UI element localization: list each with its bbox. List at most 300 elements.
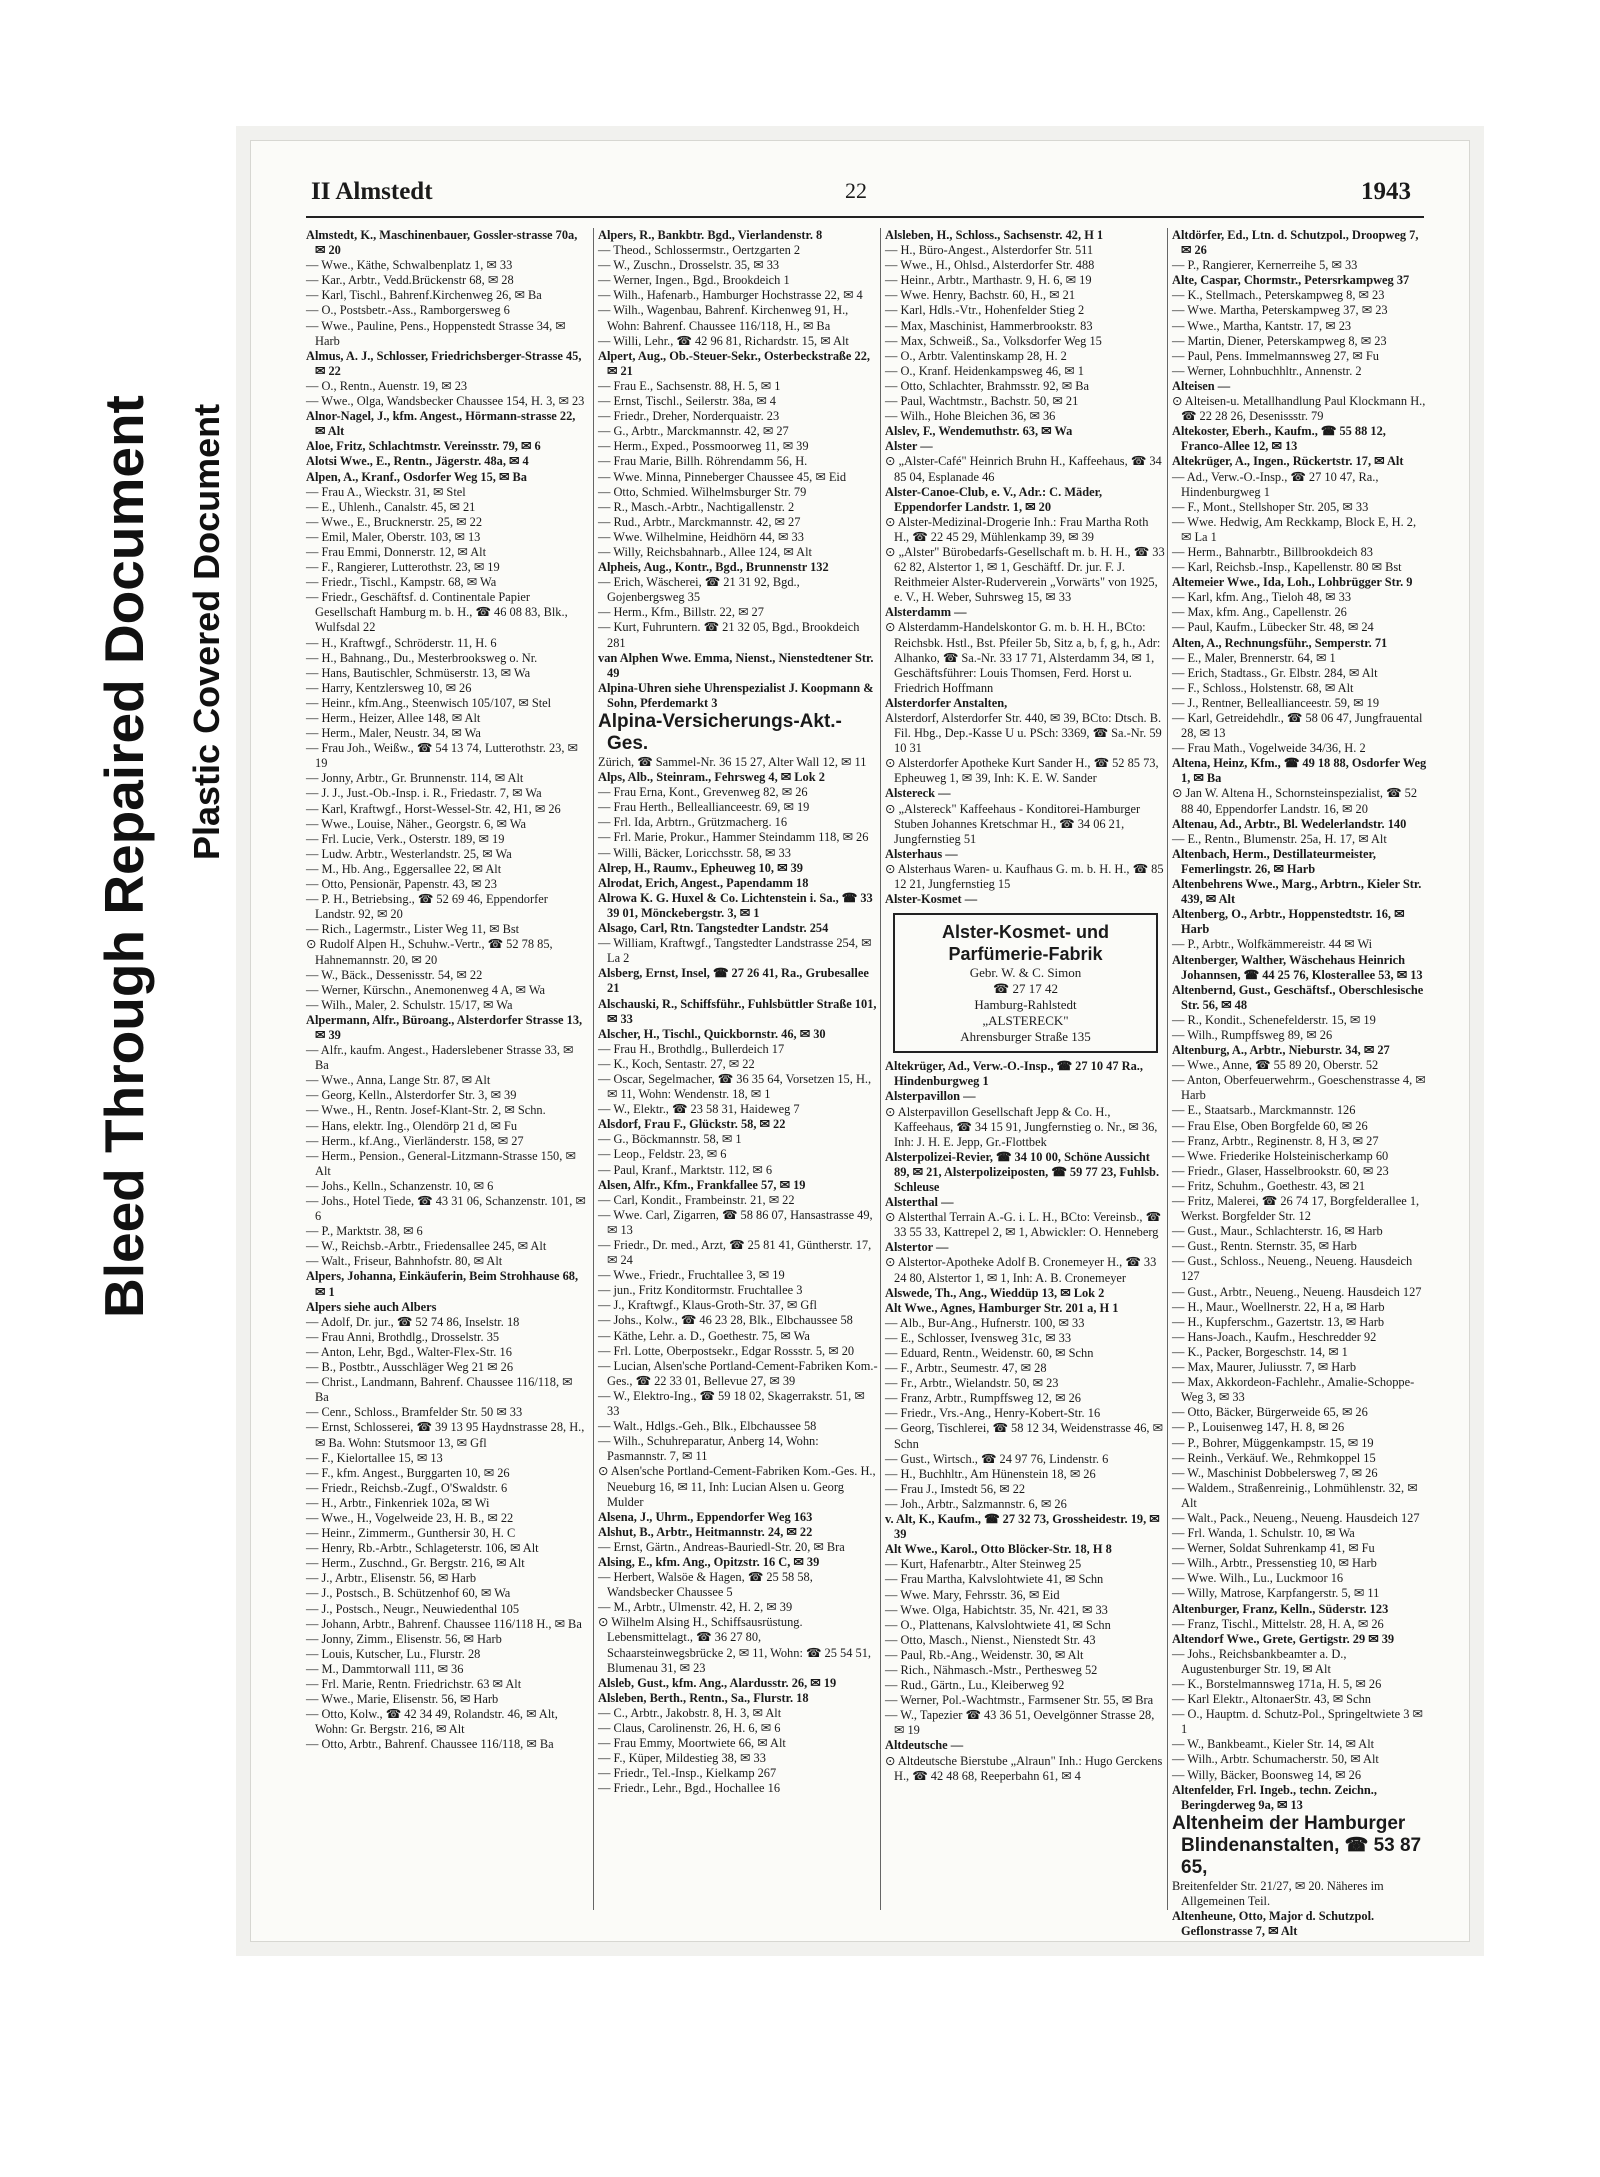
directory-entry: — Kar., Arbtr., Vedd.Brückenstr 68, ✉ 28 bbox=[306, 273, 514, 288]
directory-entry: Breitenfelder Str. 21/27, ✉ 20. Näheres im Allgemeinen Teil. bbox=[1172, 1878, 1384, 1908]
directory-entry: — Claus, Carolinenstr. 26, H. 6, ✉ 6 bbox=[598, 1721, 781, 1735]
directory-entry: — F., Schloss., Holstenstr. 68, ✉ Alt bbox=[1172, 680, 1354, 695]
directory-entry: — Harry, Kentzlersweg 10, ✉ 26 bbox=[306, 680, 472, 695]
advert-box bbox=[893, 913, 1158, 1053]
directory-entry: — Georg, Tischlerei, ☎ 58 12 34, Weidenstrasse 46, ✉ Schn bbox=[885, 1421, 1164, 1451]
directory-entry: — Johs., Kelln., Schanzenstr. 10, ✉ 6 bbox=[306, 1178, 494, 1193]
directory-entry: Alpert, Aug., Ob.-Steuer-Sekr., Osterbeckstraße 22, ✉ 21 bbox=[598, 348, 870, 378]
directory-entry: — Theod., Schlossermstr., Oertzgarten 2 bbox=[598, 243, 801, 258]
directory-entry: — William, Kraftwgf., Tangstedter Landstrasse 254, ✉ La 2 bbox=[598, 936, 872, 966]
directory-entry: Alte, Caspar, Chormstr., Petersrkampweg 37 bbox=[1172, 273, 1410, 288]
directory-entry: — E., Rentn., Blumenstr. 25a, H. 17, ✉ Alt bbox=[1172, 831, 1387, 846]
directory-entry: Alpers siehe auch Albers bbox=[306, 1299, 437, 1314]
directory-entry: ⊙ Alsterthal Terrain A.-G. i. L. H., BCto: Vereinsb., ☎ 33 55 33, Kattrepel 2, ✉ 1, Abwickler: O. Henneberg bbox=[885, 1210, 1162, 1240]
directory-entry: — Wilh., Wagenbau, Bahrenf. Kirchenweg 91, H., Wohn: Bahrenf. Chaussee 116/118, H., ✉ Ba bbox=[598, 303, 849, 333]
directory-entry: Alschauski, R., Schiffsführ., Fuhlsbüttler Straße 101, ✉ 33 bbox=[598, 996, 877, 1026]
directory-entry: — Paul, Rb.-Ang., Weidenstr. 30, ✉ Alt bbox=[885, 1647, 1084, 1662]
directory-entry: Alt Wwe., Agnes, Hamburger Str. 201 a, H 1 bbox=[885, 1300, 1119, 1315]
directory-entry: — Frau Martha, Kalvslohtwiete 41, ✉ Schn bbox=[885, 1572, 1104, 1587]
directory-entry: — Walt., Pack., Neueng., Neueng. Hausdeich 127 bbox=[1172, 1510, 1420, 1525]
directory-entry: — Heinr., kfm.Ang., Steenwisch 105/107, ✉ Stel bbox=[306, 695, 552, 710]
directory-entry: Almus, A. J., Schlosser, Friedrichsberger-Strasse 45, ✉ 22 bbox=[306, 348, 582, 378]
directory-entry: — Hans, elektr. Ing., Olendörp 21 d, ✉ Fu bbox=[306, 1118, 518, 1133]
directory-entry: — F., Rangierer, Lutterothstr. 23, ✉ 19 bbox=[306, 560, 500, 575]
advert-city: Hamburg-Rahlstedt bbox=[974, 997, 1077, 1013]
directory-entry: — Erich, Stadtass., Gr. Elbstr. 284, ✉ Alt bbox=[1172, 665, 1378, 680]
directory-entry: — Frau H., Brothdlg., Bullerdeich 17 bbox=[598, 1041, 785, 1056]
directory-entry: ⊙ Altdeutsche Bierstube „Alraun" Inh.: Hugo Gerckens H., ☎ 42 48 68, Reeperbahn 61, ✉ 4 bbox=[885, 1753, 1163, 1783]
directory-entry: — Otto, Schlachter, Brahmsstr. 92, ✉ Ba bbox=[885, 378, 1089, 393]
directory-entry: — M., Dammtorwall 111, ✉ 36 bbox=[306, 1661, 464, 1676]
directory-entry: ⊙ Wilhelm Alsing H., Schiffsausrüstung. Lebensmittelagt., ☎ 36 27 80, Schaarsteinwegsbrücke 2, ✉ 11, Wohn: ☎ 25 54 51, Blumenau 31, ✉ 23 bbox=[598, 1615, 871, 1675]
directory-entry: — Frl. Wanda, 1. Schulstr. 10, ✉ Wa bbox=[1172, 1526, 1355, 1541]
directory-entry: — Friedr., Tel.-Insp., Kielkamp 267 bbox=[598, 1766, 777, 1781]
directory-entry: Alpers, R., Bankbtr. Bgd., Vierlandenstr. 8 bbox=[598, 228, 823, 242]
directory-entry: — Gust., Rentn. Sternstr. 35, ✉ Harb bbox=[1172, 1239, 1357, 1254]
directory-entry: — Wwe., H., Ohlsd., Alsterdorfer Str. 488 bbox=[885, 258, 1095, 273]
directory-entry: — J. J., Just.-Ob.-Insp. i. R., Friedastr. 7, ✉ Wa bbox=[306, 786, 542, 801]
directory-entry: — Ernst, Tischl., Seilerstr. 38a, ✉ 4 bbox=[598, 394, 777, 409]
directory-entry: Alpheis, Aug., Kontr., Bgd., Brunnenstr 132 bbox=[598, 560, 829, 575]
directory-entry: — Hans, Bautischler, Schmüserstr. 13, ✉ Wa bbox=[306, 665, 531, 680]
directory-entry: — Frau A., Wieckstr. 31, ✉ Stel bbox=[306, 484, 466, 499]
directory-entry: — Gust., Maur., Schlachterstr. 16, ✉ Harb bbox=[1172, 1224, 1383, 1239]
directory-entry: — Wilh., Rumpffsweg 89, ✉ 26 bbox=[1172, 1027, 1333, 1042]
directory-entry: — Anton, Lehr, Bgd., Walter-Flex-Str. 16 bbox=[306, 1344, 512, 1359]
directory-entry: — Gust., Arbtr., Neueng., Neueng. Hausdeich 127 bbox=[1172, 1284, 1422, 1299]
directory-entry: — Henry, Rb.-Arbtr., Schlageterstr. 106, ✉ Alt bbox=[306, 1541, 539, 1556]
directory-entry: Alsena, J., Uhrm., Eppendorfer Weg 163 bbox=[598, 1509, 813, 1524]
directory-entry: — Louis, Kutscher, Lu., Flurstr. 28 bbox=[306, 1646, 481, 1661]
directory-entry: — Friedr., Vrs.-Ang., Henry-Kobert-Str. 16 bbox=[885, 1406, 1101, 1421]
directory-entry: — Wwe. Olga, Habichtstr. 35, Nr. 421, ✉ 33 bbox=[885, 1602, 1108, 1617]
directory-entry: — F., Arbtr., Seumestr. 47, ✉ 28 bbox=[885, 1361, 1047, 1376]
directory-entry: — Frl. Lotte, Oberpostsekr., Edgar Rossstr. 5, ✉ 20 bbox=[598, 1343, 855, 1358]
advert-title: Alster-Kosmet- und Parfümerie-Fabrik bbox=[941, 922, 1109, 965]
directory-entry: — O., Hauptm. d. Schutz-Pol., Springeltwiete 3 ✉ 1 bbox=[1172, 1707, 1423, 1737]
directory-entry: — Herm., Pension., General-Litzmann-Strasse 150, ✉ Alt bbox=[306, 1148, 576, 1178]
directory-entry: — H., Kraftwgf., Schröderstr. 11, H. 6 bbox=[306, 635, 497, 650]
directory-entry: Alsterpolizei-Revier, ☎ 34 10 00, Schöne Aussicht 89, ✉ 21, Alsterpolizeiposten, ☎ 59 77 23, Fuhlsb. Schleuse bbox=[885, 1149, 1160, 1194]
directory-entry: — Walt., Friseur, Bahnhofstr. 80, ✉ Alt bbox=[306, 1254, 503, 1269]
directory-entry: — Wwe., Olga, Wandsbecker Chaussee 154, H. 3, ✉ 23 bbox=[306, 394, 585, 409]
directory-entry: — F., Mont., Stellshoper Str. 205, ✉ 33 bbox=[1172, 499, 1369, 514]
directory-entry: — E., Uhlenh., Canalstr. 45, ✉ 21 bbox=[306, 499, 476, 514]
advert-street: Ahrensburger Straße 135 bbox=[960, 1029, 1091, 1045]
directory-entry: — Wwe., Martha, Kantstr. 17, ✉ 23 bbox=[1172, 318, 1352, 333]
directory-entry: Alsterhaus — bbox=[885, 846, 958, 861]
directory-entry: — Wwe. Henry, Bachstr. 60, H., ✉ 21 bbox=[885, 288, 1076, 303]
directory-entry: — Paul, Kranf., Marktstr. 112, ✉ 6 bbox=[598, 1162, 773, 1177]
directory-entry: — Jonny, Arbtr., Gr. Brunnenstr. 114, ✉ Alt bbox=[306, 771, 524, 786]
directory-entry: — Karl, Getreidehdlr., ☎ 58 06 47, Jungfrauental 28, ✉ 13 bbox=[1172, 711, 1423, 741]
directory-entry: Zürich, ☎ Sammel-Nr. 36 15 27, Alter Wall 12, ✉ 11 bbox=[598, 755, 867, 769]
directory-entry: — H., Arbtr., Finkenriek 102a, ✉ Wi bbox=[306, 1495, 490, 1510]
directory-entry: Altekrüger, A., Ingen., Rückertstr. 17, ✉ Alt bbox=[1172, 454, 1404, 469]
directory-entry: — O., Arbtr. Valentinskamp 28, H. 2 bbox=[885, 348, 1067, 363]
directory-entry: — Frl. Lucie, Verk., Osterstr. 189, ✉ 19 bbox=[306, 831, 505, 846]
stamp-bleed-through: Bleed Through Repaired Document bbox=[93, 395, 155, 1318]
directory-entry: — Werner, Ingen., Bgd., Brookdeich 1 bbox=[598, 273, 790, 288]
directory-entry: — Willi, Lehr., ☎ 42 96 81, Richardstr. 15, ✉ Alt bbox=[598, 333, 849, 348]
directory-entry: Altenburger, Franz, Kelln., Süderstr. 123 bbox=[1172, 1601, 1389, 1616]
directory-entry: van Alphen Wwe. Emma, Nienst., Nienstedtener Str. 49 bbox=[598, 650, 874, 680]
directory-entry: — Paul, Wachtmstr., Bachstr. 50, ✉ 21 bbox=[885, 394, 1079, 409]
directory-entry: — Max, Schweiß., Sa., Volksdorfer Weg 15 bbox=[885, 333, 1102, 348]
directory-entry: Alsdorf, Frau F., Glückstr. 58, ✉ 22 bbox=[598, 1117, 786, 1132]
directory-entry: — Willy, Bäcker, Boonsweg 14, ✉ 26 bbox=[1172, 1767, 1362, 1782]
directory-entry: — Walt., Hdlgs.-Geh., Blk., Elbchaussee 58 bbox=[598, 1419, 817, 1434]
directory-entry: ⊙ Alteisen-u. Metallhandlung Paul Klockmann H., ☎ 22 28 26, Desenissstr. 79 bbox=[1172, 394, 1426, 424]
directory-entry: — Ad., Verw.-O.-Insp., ☎ 27 10 47, Ra., Hindenburgweg 1 bbox=[1172, 469, 1379, 499]
directory-entry: — Frl. Ida, Arbtrn., Grützmacherg. 16 bbox=[598, 815, 788, 830]
directory-entry: — J., Arbtr., Elisenstr. 56, ✉ Harb bbox=[306, 1571, 477, 1586]
directory-entry: — Frau E., Sachsenstr. 88, H. 5, ✉ 1 bbox=[598, 378, 781, 393]
directory-entry: — Wwe. Carl, Zigarren, ☎ 58 86 07, Hansastrasse 49, ✉ 13 bbox=[598, 1207, 873, 1237]
directory-entry: — Martin, Diener, Peterskampweg 8, ✉ 23 bbox=[1172, 333, 1387, 348]
directory-entry: — H., Büro-Angest., Alsterdorfer Str. 511 bbox=[885, 243, 1094, 258]
directory-entry: — H., Maur., Woellnerstr. 22, H a, ✉ Harb bbox=[1172, 1299, 1385, 1314]
page-number: 22 bbox=[845, 178, 867, 203]
directory-entry: — W., Bankbeamt., Kieler Str. 14, ✉ Alt bbox=[1172, 1737, 1375, 1752]
directory-entry: — Wilh., Hohe Bleichen 36, ✉ 36 bbox=[885, 409, 1056, 424]
directory-entry: — Otto, Schmied. Wilhelmsburger Str. 79 bbox=[598, 484, 807, 499]
directory-entry: — Eduard, Rentn., Weidenstr. 60, ✉ Schn bbox=[885, 1346, 1094, 1360]
directory-entry: — Wilh., Schuhreparatur, Anberg 14, Wohn: Pasmannstr. 7, ✉ 11 bbox=[598, 1434, 819, 1464]
directory-entry: — Rud., Gärtn., Lu., Kleiberweg 92 bbox=[885, 1678, 1065, 1693]
directory-entry: — Wwe., Anne, ☎ 55 89 20, Oberstr. 52 bbox=[1172, 1058, 1379, 1073]
directory-entry: — Wwe., H., Vogelweide 23, H. B., ✉ 22 bbox=[306, 1510, 514, 1525]
directory-entry: — Frau Joh., Weißw., ☎ 54 13 74, Lutterothstr. 23, ✉ 19 bbox=[306, 741, 578, 771]
directory-entry: Alsterdorf, Alsterdorfer Str. 440, ✉ 39, BCto: Dtsch. B. Fil. Hbg., Dep.-Kasse U u. PSch: 3369, ☎ Sa.-Nr. 59 10 31 bbox=[885, 711, 1162, 756]
directory-entry: — Frau Anni, Brothdlg., Drosselstr. 35 bbox=[306, 1329, 500, 1344]
directory-entry: Alstertor — bbox=[885, 1240, 949, 1255]
directory-entry: — Hans-Joach., Kaufm., Heschredder 92 bbox=[1172, 1329, 1377, 1344]
directory-entry: — Adolf, Dr. jur., ☎ 52 74 86, Inselstr. 18 bbox=[306, 1314, 520, 1329]
directory-entry: — Wwe., H., Rentn. Josef-Klant-Str. 2, ✉ Schn. bbox=[306, 1103, 546, 1118]
advert-cable: „ALSTERECK" bbox=[982, 1013, 1069, 1029]
directory-entry: — Wwe., Friedr., Fruchtallee 3, ✉ 19 bbox=[598, 1268, 785, 1283]
directory-entry: — Gust., Wirtsch., ☎ 24 97 76, Lindenstr. 6 bbox=[885, 1451, 1109, 1466]
directory-entry: — Frau Herth., Belleallianceestr. 69, ✉ 19 bbox=[598, 800, 810, 815]
directory-entry: Alslev, F., Wendemuthstr. 63, ✉ Wa bbox=[885, 424, 1073, 439]
directory-entry: — O., Kranf. Heidenkampsweg 46, ✉ 1 bbox=[885, 363, 1084, 378]
directory-entry: — B., Postbtr., Ausschläger Weg 21 ✉ 26 bbox=[306, 1360, 514, 1375]
directory-entry: — Käthe, Lehr. a. D., Goethestr. 75, ✉ Wa bbox=[598, 1328, 810, 1343]
directory-entry: Almstedt, K., Maschinenbauer, Gossler-strasse 70a, ✉ 20 bbox=[306, 228, 578, 258]
directory-entry: Altenheim der Hamburger Blindenanstalten, ☎ 53 87 65, bbox=[1172, 1812, 1422, 1878]
directory-entry: — Karl, kfm. Ang., Tieloh 48, ✉ 33 bbox=[1172, 590, 1352, 605]
directory-entry: — Johs., Hotel Tiede, ☎ 43 31 06, Schanzenstr. 101, ✉ 6 bbox=[306, 1194, 586, 1224]
directory-entry: ⊙ Alsterdamm-Handelskontor G. m. b. H. H., BCto: Reichsbk. Hstl., Bst. Pfeiler 5b, Sitz a, b, f, g, h., Adr: Alhanko, ☎ Sa.-Nr. 33 17 71, Alsterdamm 34, ✉ 1, Geschäftsführer: Louis Thomsen, Ferd. Horst u. Friedrich Hoffmann bbox=[885, 620, 1161, 695]
directory-entry: — Friedr., Glaser, Hasselbrookstr. 60, ✉ 23 bbox=[1172, 1163, 1389, 1178]
directory-entry: — Frau Else, Oben Borgfelde 60, ✉ 26 bbox=[1172, 1118, 1368, 1133]
directory-entry: Altekrüger, Ad., Verw.-O.-Insp., ☎ 27 10 47 Ra., Hindenburgweg 1 bbox=[885, 1059, 1143, 1089]
directory-entry: — Kurt, Fuhruntern. ☎ 21 32 05, Bgd., Brookdeich 281 bbox=[598, 620, 860, 650]
directory-entry: — Anton, Oberfeuerwehrm., Goeschenstrasse 4, ✉ Harb bbox=[1172, 1073, 1426, 1103]
directory-entry: — Fr., Arbtr., Wielandstr. 50, ✉ 23 bbox=[885, 1376, 1059, 1391]
directory-entry: Alten, A., Rechnungsführ., Semperstr. 71 bbox=[1172, 635, 1388, 650]
directory-entry: — G., Böckmannstr. 58, ✉ 1 bbox=[598, 1132, 742, 1147]
directory-entry: Alrodat, Erich, Angest., Papendamm 18 bbox=[598, 875, 809, 890]
directory-entry: — W., Maschinist Dobbelersweg 7, ✉ 26 bbox=[1172, 1465, 1378, 1480]
directory-entry: — Ernst, Schlosserei, ☎ 39 13 95 Haydnstrasse 28, H., ✉ Ba. Wohn: Stutsmoor 13, ✉ Gfl bbox=[306, 1420, 585, 1450]
directory-entry: Alpermann, Alfr., Büroang., Alsterdorfer Strasse 13, ✉ 39 bbox=[306, 1012, 583, 1042]
directory-entry: — R., Kondit., Schenefelderstr. 15, ✉ 19 bbox=[1172, 1012, 1376, 1027]
directory-entry: — Werner, Lohnbuchhltr., Annenstr. 2 bbox=[1172, 363, 1362, 378]
directory-entry: Alpina-Versicherungs-Akt.-Ges. bbox=[598, 711, 842, 754]
directory-entry: — J., Kraftwgf., Klaus-Groth-Str. 37, ✉ Gfl bbox=[598, 1298, 817, 1313]
directory-entry: Alsago, Carl, Rtn. Tangstedter Landstr. 254 bbox=[598, 921, 829, 936]
directory-entry: Altdörfer, Ed., Ltn. d. Schutzpol., Droopweg 7, ✉ 26 bbox=[1172, 228, 1419, 258]
directory-entry: — Otto, Masch., Nienst., Nienstedt Str. 43 bbox=[885, 1632, 1096, 1647]
directory-entry: — Alfr., kaufm. Angest., Haderslebener Strasse 33, ✉ Ba bbox=[306, 1043, 574, 1073]
directory-entry: — Wwe. Minna, Pinneberger Chaussee 45, ✉ Eid bbox=[598, 469, 847, 484]
directory-entry: — K., Koch, Sentastr. 27, ✉ 22 bbox=[598, 1056, 755, 1071]
directory-entry: — H., Buchhltr., Am Hünenstein 18, ✉ 26 bbox=[885, 1466, 1096, 1481]
directory-entry: — K., Stellmach., Peterskampweg 8, ✉ 23 bbox=[1172, 288, 1385, 303]
directory-entry: — Paul, Kaufm., Lübecker Str. 48, ✉ 24 bbox=[1172, 620, 1374, 635]
directory-entry: Altendorf Wwe., Grete, Gertigstr. 29 ✉ 39 bbox=[1172, 1631, 1395, 1646]
page-header bbox=[266, 178, 1446, 210]
directory-entry: — Frau Emmi, Donnerstr. 12, ✉ Alt bbox=[306, 544, 487, 559]
directory-entry: Altdeutsche — bbox=[885, 1738, 964, 1753]
directory-entry: — Willy, Matrose, Karpfangerstr. 5, ✉ 11 bbox=[1172, 1586, 1380, 1601]
directory-entry: ⊙ Alster-Medizinal-Drogerie Inh.: Frau Martha Roth H., ☎ 22 45 29, Mühlenkamp 39, ✉ 39 bbox=[885, 514, 1149, 544]
column-1 bbox=[306, 228, 587, 1910]
directory-entry: — Georg, Kelln., Alsterdorfer Str. 3, ✉ 39 bbox=[306, 1088, 517, 1103]
directory-entry: — Karl, Reichsb.-Insp., Kapellenstr. 80 ✉ Bst bbox=[1172, 560, 1402, 575]
directory-entry: Aloe, Fritz, Schlachtmstr. Vereinsstr. 79, ✉ 6 bbox=[306, 439, 541, 454]
directory-entry: — Friedr., Lehr., Bgd., Hochallee 16 bbox=[598, 1781, 781, 1796]
directory-entry: — O., Plattenans, Kalvslohtwiete 41, ✉ Schn bbox=[885, 1617, 1111, 1632]
directory-entry: Alnor-Nagel, J., kfm. Angest., Hörmann-strasse 22, ✉ Alt bbox=[306, 409, 576, 439]
directory-entry: — Max, Maurer, Juliusstr. 7, ✉ Harb bbox=[1172, 1360, 1357, 1375]
directory-entry: Altena, Heinz, Kfm., ☎ 49 18 88, Osdorfer Weg 1, ✉ Ba bbox=[1172, 756, 1427, 786]
directory-entry: — Rich., Lagermstr., Lister Weg 11, ✉ Bst bbox=[306, 922, 520, 937]
directory-entry: — E., Schlosser, Ivensweg 31c, ✉ 33 bbox=[885, 1330, 1072, 1345]
year: 1943 bbox=[1361, 178, 1411, 205]
advert-phone: ☎ 27 17 42 bbox=[993, 981, 1058, 997]
directory-entry: Altenheune, Otto, Major d. Schutzpol. Geflonstrasse 7, ✉ Alt bbox=[1172, 1909, 1375, 1939]
directory-entry: — Wilh., Arbtr., Pressenstieg 10, ✉ Harb bbox=[1172, 1556, 1377, 1571]
directory-entry: — Karl, Kraftwgf., Horst-Wessel-Str. 42, H1, ✉ 26 bbox=[306, 801, 561, 816]
column-2 bbox=[593, 228, 879, 1910]
directory-entry: — F., kfm. Angest., Burggarten 10, ✉ 26 bbox=[306, 1465, 510, 1480]
directory-entry: ⊙ Alsterpavillon Gesellschaft Jepp & Co. H., Kaffeehaus, ☎ 34 15 91, Jungfernstieg o. Nr., ✉ 36, Inh: J. H. E. Jepp, Gr.-Flottbek bbox=[885, 1104, 1158, 1149]
directory-entry: Alster-Kosmet — bbox=[885, 892, 978, 907]
directory-entry: — Ernst, Gärtn., Andreas-Bauriedl-Str. 20, ✉ Bra bbox=[598, 1539, 845, 1554]
directory-entry: — Franz, Tischl., Mittelstr. 28, H. A, ✉ 26 bbox=[1172, 1616, 1384, 1631]
directory-entry: — W., Zuschn., Drosselstr. 35, ✉ 33 bbox=[598, 258, 780, 273]
directory-entry: — Herbert, Walsöe & Hagen, ☎ 25 58 58, Wandsbecker Chaussee 5 bbox=[598, 1570, 813, 1600]
directory-entry: — Frau Emmy, Moortwiete 66, ✉ Alt bbox=[598, 1736, 786, 1751]
directory-entry: ⊙ Alsterhaus Waren- u. Kaufhaus G. m. b. H. H., ☎ 85 12 21, Jungfernstieg 15 bbox=[885, 861, 1164, 892]
directory-entry: — Willy, Reichsbahnarb., Allee 124, ✉ Alt bbox=[598, 544, 812, 559]
directory-entry: — Wwe., Marie, Elisenstr. 56, ✉ Harb bbox=[306, 1692, 499, 1707]
directory-entry: — Wwe., Louise, Näher., Georgstr. 6, ✉ Wa bbox=[306, 816, 526, 831]
directory-entry: — Herm., Heizer, Allee 148, ✉ Alt bbox=[306, 711, 481, 725]
directory-entry: — Frau Marie, Billh. Röhrendamm 56, H. bbox=[598, 454, 808, 469]
directory-entry: — Otto, Bäcker, Bürgerweide 65, ✉ 26 bbox=[1172, 1405, 1368, 1420]
directory-entry: ⊙ Alsterdorfer Apotheke Kurt Sander H., ☎ 52 85 73, Epheuweg 1, ✉ 39, Inh: K. E. W. Sander bbox=[885, 756, 1159, 786]
directory-entry: — J., Postsch., Neugr., Neuwiedenthal 105 bbox=[306, 1601, 520, 1616]
directory-entry: — Max, Maschinist, Hammerbrookstr. 83 bbox=[885, 318, 1093, 333]
directory-entry: — Werner, Pol.-Wachtmstr., Farmsener Str. 55, ✉ Bra bbox=[885, 1693, 1154, 1708]
directory-entry: — H., Bahnang., Du., Mesterbrooksweg o. Nr. bbox=[306, 650, 538, 665]
directory-entry: — W., Reichsb.-Arbtr., Friedensallee 245, ✉ Alt bbox=[306, 1239, 547, 1254]
directory-entry: — Wwe. Hedwig, Am Reckkamp, Block E, H. 2, ✉ La 1 bbox=[1172, 514, 1417, 544]
directory-entry: v. Alt, K., Kaufm., ☎ 27 32 73, Grossheidestr. 19, ✉ 39 bbox=[885, 1512, 1160, 1542]
directory-entry: Alteisen — bbox=[1172, 378, 1231, 393]
directory-entry: — W., Elektr., ☎ 23 58 31, Haideweg 7 bbox=[598, 1102, 800, 1117]
directory-entry: — Wwe. Wilhelmine, Heidhörn 44, ✉ 33 bbox=[598, 529, 804, 544]
directory-entry: — Wwe., Käthe, Schwalbenplatz 1, ✉ 33 bbox=[306, 258, 513, 273]
directory-entry: Alsen, Alfr., Kfm., Frankfallee 57, ✉ 19 bbox=[598, 1177, 806, 1192]
directory-entry: Alsterpavillon — bbox=[885, 1089, 976, 1104]
directory-entry: Altemeier Wwe., Ida, Loh., Lohbrügger Str. 9 bbox=[1172, 575, 1413, 590]
directory-entry: — Otto, Pensionär, Papenstr. 43, ✉ 23 bbox=[306, 877, 497, 892]
directory-entry: — Friedr., Dreher, Norderquaistr. 23 bbox=[598, 409, 780, 424]
directory-entry: — Frau Erna, Kont., Grevenweg 82, ✉ 26 bbox=[598, 785, 808, 800]
directory-entry: — Ludw. Arbtr., Westerlandstr. 25, ✉ Wa bbox=[306, 846, 512, 861]
directory-entry: — Franz, Arbtr., Rumpffsweg 12, ✉ 26 bbox=[885, 1391, 1081, 1406]
directory-entry: — Alb., Bur-Ang., Hufnerstr. 100, ✉ 33 bbox=[885, 1315, 1085, 1330]
directory-entry: ⊙ Alsen'sche Portland-Cement-Fabriken Kom.-Ges. H., Neueburg 16, ✉ 11, Inh: Lucian Alsen u. Georg Mulder bbox=[598, 1464, 876, 1509]
column-4 bbox=[1167, 228, 1428, 1939]
directory-entry: — Wilh., Arbtr. Schumacherstr. 50, ✉ Alt bbox=[1172, 1752, 1379, 1767]
directory-entry: — O., Rentn., Auenstr. 19, ✉ 23 bbox=[306, 378, 468, 393]
directory-entry: ⊙ Rudolf Alpen H., Schuhw.-Vertr., ☎ 52 78 85, Hahnemannstr. 20, ✉ 20 bbox=[306, 937, 553, 967]
directory-entry: — W., Bäck., Dessenisstr. 54, ✉ 22 bbox=[306, 967, 483, 982]
directory-entry: — W., Tapezier ☎ 43 36 51, Oevelgönner Strasse 28, ✉ 19 bbox=[885, 1708, 1155, 1738]
directory-entry: Altenau, Ad., Arbtr., Bl. Wedelerlandstr. 140 bbox=[1172, 816, 1407, 831]
directory-entry: Alrowa K. G. Huxel & Co. Lichtenstein i. Sa., ☎ 33 39 01, Mönckebergstr. 3, ✉ 1 bbox=[598, 890, 873, 920]
section-heading: II Almstedt bbox=[311, 178, 433, 205]
directory-page bbox=[266, 150, 1446, 1939]
directory-entry: ⊙ „Alster" Bürobedarfs-Gesellschaft m. b. H. H., ☎ 33 62 82, Alstertor 1, ✉ 1, Geschäftf. Dr. jur. F. J. Reithmeier Alster-Ruderverein „Vorwärts" von 1925, e. V., H. Weber, Suhrsweg 15, ✉ 33 bbox=[885, 544, 1165, 605]
directory-entry: — Johs., Kolw., ☎ 46 23 28, Blk., Elbchaussee 58 bbox=[598, 1313, 853, 1328]
directory-entry: Alstereck — bbox=[885, 786, 951, 801]
directory-entry: — K., Borstelmannsweg 171a, H. 5, ✉ 26 bbox=[1172, 1677, 1382, 1691]
directory-entry: Altenberg, O., Arbtr., Hoppenstedtstr. 16, ✉ Harb bbox=[1172, 907, 1405, 937]
directory-entry: — Wwe. Wilh., Lu., Luckmoor 16 bbox=[1172, 1571, 1344, 1586]
directory-entry: Alsterdamm — bbox=[885, 605, 967, 620]
directory-entry: — Johann, Arbtr., Bahrenf. Chaussee 116/118 H., ✉ Ba bbox=[306, 1616, 582, 1631]
directory-entry: — Franz, Arbtr., Reginenstr. 8, H 3, ✉ 27 bbox=[1172, 1133, 1379, 1148]
directory-entry: — Gust., Schloss., Neueng., Neueng. Hausdeich 127 bbox=[1172, 1254, 1413, 1284]
directory-entry: — Max, Akkordeon-Fachlehr., Amalie-Schoppe-Weg 3, ✉ 33 bbox=[1172, 1375, 1415, 1405]
directory-entry: Alsberg, Ernst, Insel, ☎ 27 26 41, Ra., Grubesallee 21 bbox=[598, 966, 869, 996]
directory-entry: — Wwe. Martha, Peterskampweg 37, ✉ 23 bbox=[1172, 303, 1388, 318]
directory-entry: — P., Bohrer, Müggenkampstr. 15, ✉ 19 bbox=[1172, 1435, 1374, 1450]
directory-entry: Alscher, H., Tischl., Quickbornstr. 46, ✉ 30 bbox=[598, 1026, 826, 1041]
directory-entry: — M., Arbtr., Ulmenstr. 42, H. 2, ✉ 39 bbox=[598, 1600, 793, 1615]
directory-entry: Alsing, E., kfm. Ang., Opitzstr. 16 C, ✉ 39 bbox=[598, 1554, 820, 1569]
directory-entry: ⊙ „Alster-Café" Heinrich Bruhn H., Kaffeehaus, ☎ 34 85 04, Esplanade 46 bbox=[885, 454, 1162, 484]
directory-entry: — Heinr., Arbtr., Marthastr. 9, H. 6, ✉ 19 bbox=[885, 273, 1092, 288]
directory-entry: — Herm., Bahnarbtr., Billbrookdeich 83 bbox=[1172, 544, 1373, 559]
directory-entry: — Willi, Bäcker, Loricchsstr. 58, ✉ 33 bbox=[598, 845, 791, 860]
header-rule bbox=[306, 216, 1424, 218]
directory-entry: ⊙ Jan W. Altena H., Schornsteinspezialist, ☎ 52 88 40, Eppendorfer Landstr. 16, ✉ 20 bbox=[1172, 786, 1418, 816]
directory-entry: — Jonny, Zimm., Elisenstr. 56, ✉ Harb bbox=[306, 1631, 502, 1646]
directory-entry: Alps, Alb., Steinram., Fehrsweg 4, ✉ Lok 2 bbox=[598, 770, 825, 785]
directory-entry: — Werner, Kürschn., Anemonenweg 4 A, ✉ Wa bbox=[306, 982, 546, 997]
directory-entry: — Lucian, Alsen'sche Portland-Cement-Fabriken Kom.-Ges., ☎ 22 33 01, Bellevue 27, ✉ 39 bbox=[598, 1358, 878, 1388]
directory-entry: — Fritz, Malerei, ☎ 26 74 17, Borgfelderallee 1, Werkst. Borgfelder Str. 12 bbox=[1172, 1194, 1420, 1224]
directory-entry: — Cenr., Schloss., Bramfelder Str. 50 ✉ 33 bbox=[306, 1405, 523, 1420]
directory-entry: ⊙ „Alstereck" Kaffeehaus - Konditorei-Hamburger Stuben Johannes Kretschmar H., ☎ 34 06 21, Jungfernstieg 51 bbox=[885, 801, 1141, 846]
directory-entry: — Herm., Maler, Neustr. 34, ✉ Wa bbox=[306, 726, 481, 741]
directory-entry: — Friedr., Geschäftsf. d. Continentale Papier Gesellschaft Hamburg m. b. H., ☎ 46 08 83, Blk., Wulfsdal 22 bbox=[306, 590, 568, 635]
directory-entry: Alrep, H., Raumv., Epheuweg 10, ✉ 39 bbox=[598, 860, 803, 875]
directory-entry: — P., Louisenweg 147, H. 8, ✉ 26 bbox=[1172, 1420, 1345, 1435]
stamp-plastic-covered: Plastic Covered Document bbox=[186, 403, 227, 860]
directory-entry: — Friedr., Reichsb.-Zugf., O'Swaldstr. 6 bbox=[306, 1480, 508, 1495]
directory-entry: — Joh., Arbtr., Salzmannstr. 6, ✉ 26 bbox=[885, 1496, 1067, 1511]
directory-entry: — Otto, Kolw., ☎ 42 34 49, Rolandstr. 46, ✉ Alt, Wohn: Gr. Bergstr. 216, ✉ Alt bbox=[306, 1707, 558, 1737]
directory-entry: Altenburg, A., Arbtr., Nieburstr. 34, ✉ 27 bbox=[1172, 1043, 1390, 1058]
column-3 bbox=[880, 228, 1166, 1910]
directory-entry: — H., Kupferschm., Gazertstr. 13, ✉ Harb bbox=[1172, 1314, 1385, 1329]
directory-entry: Altenberger, Walther, Wäschehaus Heinrich Johannsen, ☎ 44 25 76, Klosterallee 53, ✉ 13 bbox=[1172, 952, 1423, 982]
directory-entry: Alsleben, Berth., Rentn., Sa., Flurstr. 18 bbox=[598, 1690, 809, 1705]
directory-entry: — Reinh., Verkäuf. We., Rehmkoppel 15 bbox=[1172, 1450, 1376, 1465]
directory-entry: — Wwe., Anna, Lange Str. 87, ✉ Alt bbox=[306, 1073, 491, 1088]
directory-entry: Alsterthal — bbox=[885, 1195, 954, 1210]
directory-entry: Alsleb, Gust., kfm. Ang., Alardusstr. 26, ✉ 19 bbox=[598, 1675, 837, 1690]
directory-entry: — Leop., Feldstr. 23, ✉ 6 bbox=[598, 1147, 727, 1162]
directory-entry: Alotsi Wwe., E., Rentn., Jägerstr. 48a, ✉ 4 bbox=[306, 454, 529, 469]
directory-entry: — P., Rangierer, Kernerreihe 5, ✉ 33 bbox=[1172, 258, 1358, 273]
directory-entry: — Rud., Arbtr., Marckmannstr. 42, ✉ 27 bbox=[598, 514, 801, 529]
directory-entry: — P., Marktstr. 38, ✉ 6 bbox=[306, 1224, 423, 1239]
directory-entry: — Rich., Nähmasch.-Mstr., Perthesweg 52 bbox=[885, 1662, 1098, 1677]
directory-entry: — R., Masch.-Arbtr., Nachtigallenstr. 2 bbox=[598, 499, 795, 514]
directory-entry: — O., Postsbetr.-Ass., Ramborgersweg 6 bbox=[306, 303, 510, 318]
directory-entry: Alshut, B., Arbtr., Heitmannstr. 24, ✉ 22 bbox=[598, 1524, 813, 1539]
directory-entry: — Heinr., Zimmerm., Gunthersir 30, H. C bbox=[306, 1526, 516, 1541]
directory-entry: — W., Elektro-Ing., ☎ 59 18 02, Skagerrakstr. 51, ✉ 33 bbox=[598, 1388, 865, 1419]
directory-entry: — Otto, Arbtr., Bahrenf. Chaussee 116/118, ✉ Ba bbox=[306, 1737, 554, 1752]
directory-entry: — Wwe. Friederike Holsteinischerkamp 60 bbox=[1172, 1148, 1389, 1163]
directory-entry: — Karl, Hdls.-Vtr., Hohenfelder Stieg 2 bbox=[885, 303, 1085, 318]
directory-entry: Alsleben, H., Schloss., Sachsenstr. 42, H 1 bbox=[885, 228, 1104, 242]
directory-entry: Altenfelder, Frl. Ingeb., techn. Zeichn., Beringderweg 9a, ✉ 13 bbox=[1172, 1782, 1378, 1812]
directory-entry: — Frl. Marie, Prokur., Hammer Steindamm 118, ✉ 26 bbox=[598, 830, 869, 845]
directory-entry: — F., Kielortallee 15, ✉ 13 bbox=[306, 1450, 443, 1465]
directory-entry: — K., Packer, Borgeschstr. 14, ✉ 1 bbox=[1172, 1344, 1348, 1359]
advert-owner: Gebr. W. & C. Simon bbox=[969, 965, 1082, 981]
directory-entry: — Wilh., Hafenarb., Hamburger Hochstrasse 22, ✉ 4 bbox=[598, 288, 863, 303]
directory-entry: — Johs., Reichsbankbeamter a. D., Augustenburger Str. 19, ✉ Alt bbox=[1172, 1646, 1347, 1676]
directory-entry: Alt Wwe., Karol., Otto Blöcker-Str. 18, H 8 bbox=[885, 1542, 1112, 1557]
directory-entry: — Frl. Marie, Rentn. Friedrichstr. 63 ✉ Alt bbox=[306, 1677, 522, 1691]
directory-entry: Alpers, Johanna, Einkäuferin, Beim Strohhause 68, ✉ 1 bbox=[306, 1269, 579, 1299]
directory-entry: — Christ., Landmann, Bahrenf. Chaussee 116/118, ✉ Ba bbox=[306, 1375, 573, 1405]
directory-entry: — J., Postsch., B. Schützenhof 60, ✉ Wa bbox=[306, 1586, 511, 1601]
directory-entry: — Werner, Soldat Suhrenkamp 41, ✉ Fu bbox=[1172, 1541, 1375, 1556]
directory-entry: — Carl, Kondit., Frambeinstr. 21, ✉ 22 bbox=[598, 1192, 795, 1207]
directory-entry: — Emil, Maler, Oberstr. 103, ✉ 13 bbox=[306, 529, 481, 544]
directory-entry: — Wwe. Mary, Fehrsstr. 36, ✉ Eid bbox=[885, 1587, 1060, 1602]
directory-entry: Altekoster, Eberh., Kaufm., ☎ 55 88 12, Franco-Allee 12, ✉ 13 bbox=[1172, 424, 1386, 454]
directory-entry: Altenbernd, Gust., Geschäftsf., Oberschlesische Str. 56, ✉ 48 bbox=[1172, 982, 1424, 1012]
directory-entry: — G., Arbtr., Marckmannstr. 42, ✉ 27 bbox=[598, 424, 789, 439]
directory-entry: — Wwe., Pauline, Pens., Hoppenstedt Strasse 34, ✉ Harb bbox=[306, 318, 566, 348]
directory-entry: — Frau J., Imstedt 56, ✉ 22 bbox=[885, 1481, 1026, 1496]
